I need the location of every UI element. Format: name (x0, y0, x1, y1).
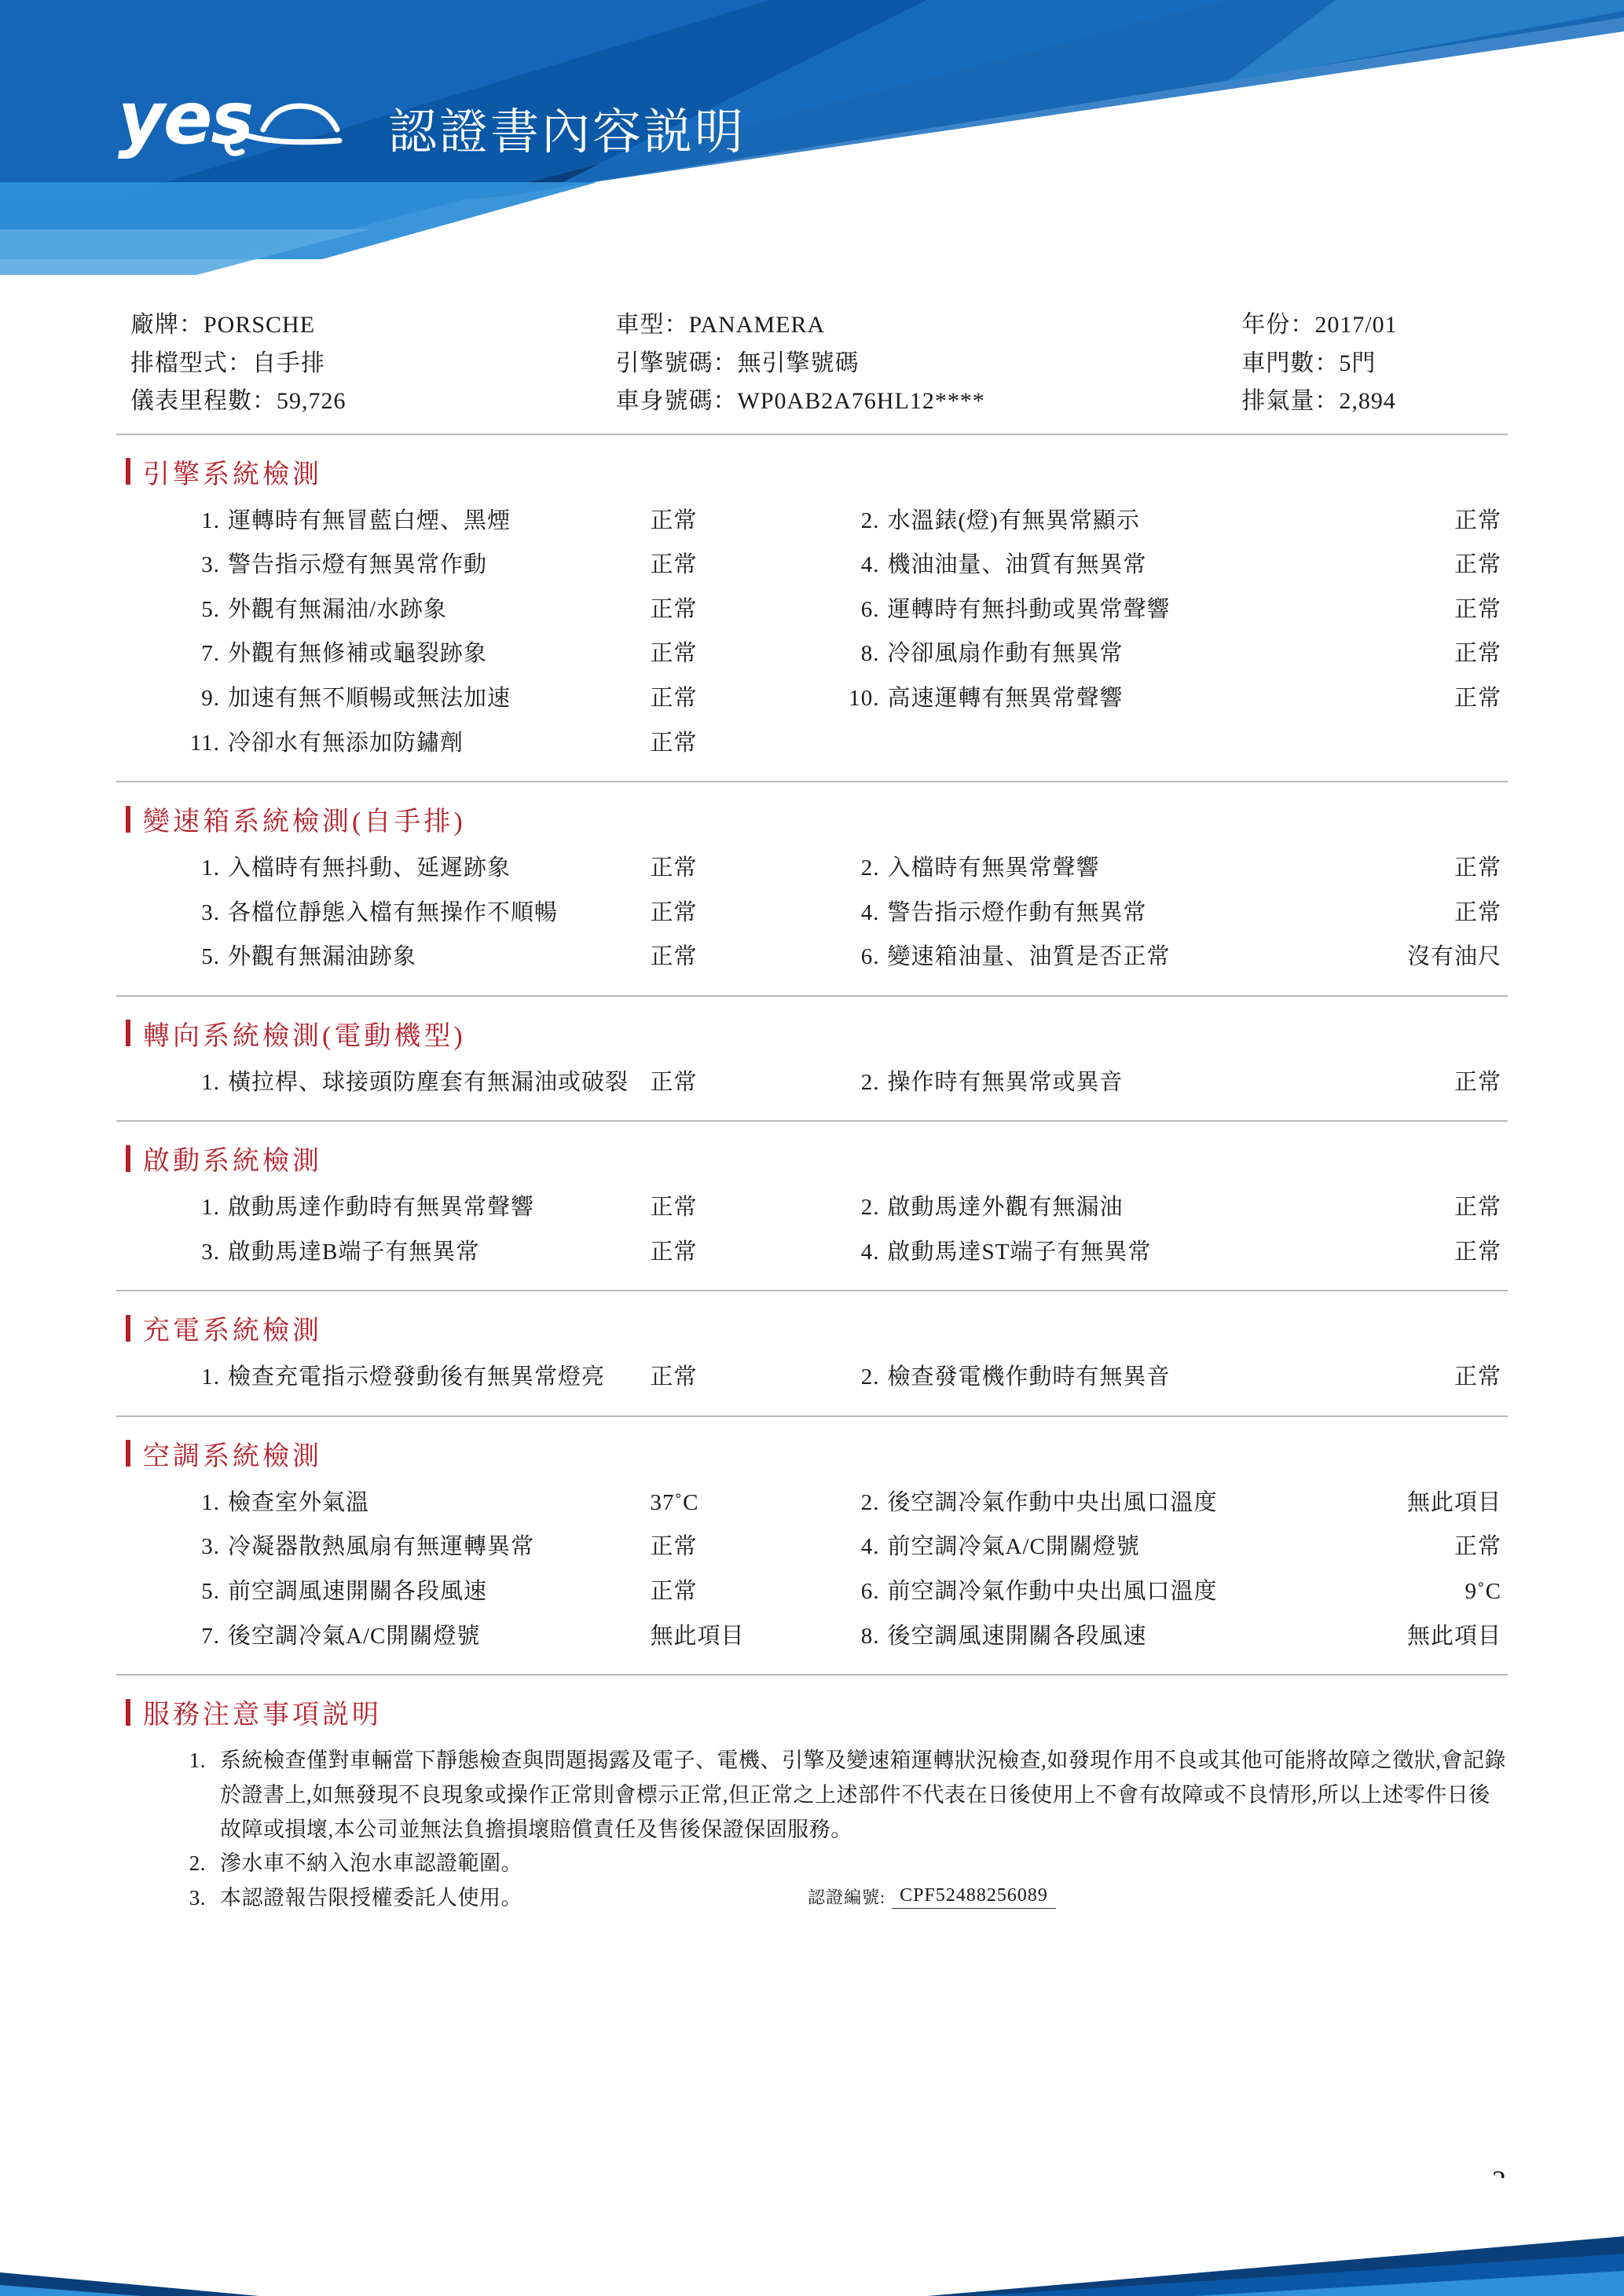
section-air-conditioning (116, 1417, 1508, 1675)
item-value: 正常 (650, 641, 698, 667)
item-value: 正常 (1454, 1534, 1501, 1560)
inspection-item (812, 935, 1509, 980)
section-marker-icon (126, 458, 130, 485)
item-label: 啟動馬達B端子有無異常 (228, 1239, 480, 1265)
inspection-item (116, 846, 812, 891)
page-footer (0, 2178, 1624, 2296)
notes-title (116, 1675, 1508, 1739)
section-title (116, 1122, 1508, 1185)
item-label: 外觀有無漏油/水跡象 (228, 596, 448, 622)
item-number: 10. (849, 685, 880, 711)
item-number: 3. (201, 552, 220, 578)
inspection-item (116, 543, 812, 588)
vehicle-model: 車型：PANAMERA (615, 312, 826, 338)
section-title (116, 782, 1508, 846)
section-marker-icon (126, 1315, 130, 1342)
item-value: 正常 (1454, 507, 1501, 533)
service-notes (116, 1675, 1508, 1917)
section-starter (116, 1122, 1508, 1291)
item-number: 6. (860, 596, 880, 622)
vehicle-displacement: 排氣量：2,894 (1241, 388, 1396, 415)
item-number: 1. (201, 855, 220, 881)
section-title-label: 充電系統檢測 (143, 1316, 322, 1346)
inspection-item (116, 891, 812, 936)
item-number: 2. (860, 855, 880, 881)
item-value: 無此項目 (1406, 1489, 1501, 1515)
item-number: 4. (860, 1239, 880, 1265)
note-number: 2. (189, 1851, 206, 1876)
section-marker-icon (126, 1145, 130, 1172)
vehicle-vin: 車身號碼：WP0AB2A76HL12**** (615, 388, 985, 415)
inspection-item (116, 1185, 812, 1230)
inspection-item (812, 632, 1509, 676)
section-items (116, 499, 1508, 765)
inspection-item (116, 1525, 812, 1569)
content-area (116, 283, 1508, 1917)
item-label: 水溫錶(燈)有無異常顯示 (887, 507, 1140, 533)
logo-car-icon (118, 75, 361, 169)
vehicle-info-row (116, 345, 1508, 383)
item-number: 4. (860, 552, 880, 578)
item-value: 正常 (1454, 1364, 1501, 1390)
section-items (116, 1355, 1508, 1400)
item-value: 37˚C (650, 1489, 699, 1515)
section-engine (116, 435, 1508, 782)
item-number: 5. (201, 1578, 220, 1604)
item-label: 入檔時有無抖動、延遲跡象 (228, 855, 511, 881)
item-number: 3. (201, 1534, 220, 1560)
item-number: 1. (201, 507, 220, 533)
section-title-label: 啟動系統檢測 (143, 1147, 322, 1177)
item-value: 正常 (650, 1195, 698, 1221)
item-value: 正常 (1454, 1195, 1501, 1221)
section-title (116, 1417, 1508, 1481)
item-number: 9. (201, 685, 220, 711)
inspection-item (116, 1355, 812, 1400)
item-label: 後空調冷氣作動中央出風口溫度 (887, 1489, 1218, 1515)
item-label: 操作時有無異常或異音 (887, 1069, 1124, 1095)
item-number: 2. (860, 1069, 880, 1095)
item-label: 檢查發電機作動時有無異音 (887, 1364, 1171, 1390)
inspection-item (812, 1525, 1509, 1569)
item-number: 2. (860, 1364, 880, 1390)
inspection-item-empty (812, 721, 1509, 766)
item-value: 正常 (650, 1534, 698, 1560)
inspection-item (812, 1230, 1509, 1275)
item-value: 正常 (1454, 552, 1501, 578)
item-number: 5. (201, 944, 220, 970)
item-label: 外觀有無修補或龜裂跡象 (228, 641, 488, 667)
vehicle-brand: 廠牌：PORSCHE (130, 312, 316, 338)
vehicle-info-row (116, 383, 1508, 421)
note-item (116, 1847, 1508, 1881)
item-label: 入檔時有無異常聲響 (887, 855, 1100, 881)
section-marker-icon (126, 1440, 130, 1467)
vehicle-info-block (116, 283, 1508, 435)
inspection-item (116, 935, 812, 980)
item-label: 運轉時有無冒藍白煙、黑煙 (228, 507, 511, 533)
item-value: 正常 (650, 685, 698, 711)
item-label: 檢查充電指示燈發動後有無異常燈亮 (228, 1364, 606, 1390)
item-label: 各檔位靜態入檔有無操作不順暢 (228, 899, 559, 925)
section-title-label: 轉向系統檢測(電動機型) (143, 1021, 466, 1051)
item-label: 後空調風速開關各段風速 (887, 1623, 1147, 1649)
item-value: 正常 (1454, 685, 1501, 711)
item-number: 1. (201, 1195, 220, 1221)
item-label: 運轉時有無抖動或異常聲響 (887, 596, 1171, 622)
item-label: 啟動馬達ST端子有無異常 (887, 1239, 1152, 1265)
item-number: 4. (860, 899, 880, 925)
item-number: 8. (860, 1623, 880, 1649)
inspection-item (812, 1614, 1509, 1659)
item-value: 正常 (1454, 855, 1501, 881)
item-value: 正常 (650, 596, 698, 622)
inspection-item (116, 499, 812, 544)
vehicle-year: 年份：2017/01 (1241, 312, 1398, 338)
vehicle-engine-number: 引擎號碼：無引擎號碼 (615, 350, 860, 376)
certificate-number-label: 認證編號: (808, 1887, 886, 1907)
inspection-item (812, 1569, 1509, 1614)
vehicle-info-row (116, 306, 1508, 345)
item-value: 正常 (1454, 1069, 1501, 1095)
vehicle-door-count: 車門數：5門 (1241, 350, 1377, 376)
item-number: 1. (201, 1364, 220, 1390)
section-title-label: 空調系統檢測 (143, 1441, 322, 1471)
item-number: 1. (201, 1069, 220, 1095)
item-value: 正常 (650, 507, 698, 533)
yes-logo (118, 75, 361, 169)
item-label: 啟動馬達外觀有無漏油 (887, 1195, 1124, 1221)
item-value: 正常 (650, 552, 698, 578)
item-value: 正常 (650, 1578, 698, 1604)
inspection-item (116, 1060, 812, 1105)
item-number: 6. (860, 944, 880, 970)
item-number: 3. (201, 1239, 220, 1265)
item-label: 冷卻水有無添加防鏽劑 (228, 730, 464, 756)
brand-lockup (118, 75, 746, 169)
item-label: 變速箱油量、油質是否正常 (887, 944, 1171, 970)
section-title (116, 997, 1508, 1060)
item-label: 機油油量、油質有無異常 (887, 552, 1147, 578)
item-value: 9˚C (1465, 1578, 1501, 1604)
item-number: 3. (201, 899, 220, 925)
item-value: 正常 (1454, 899, 1501, 925)
inspection-item (812, 846, 1509, 891)
inspection-item (116, 632, 812, 676)
item-number: 11. (189, 730, 220, 756)
item-number: 7. (201, 641, 220, 667)
item-value: 正常 (1454, 596, 1501, 622)
section-steering (116, 997, 1508, 1122)
page-body (0, 283, 1624, 1917)
section-items (116, 846, 1508, 980)
item-value: 正常 (650, 1239, 698, 1265)
section-items (116, 1060, 1508, 1105)
item-number: 1. (201, 1489, 220, 1515)
item-label: 啟動馬達作動時有無異常聲響 (228, 1195, 535, 1221)
inspection-item (812, 1481, 1509, 1525)
item-label: 後空調冷氣A/C開關燈號 (228, 1623, 481, 1649)
section-items (116, 1185, 1508, 1274)
item-value: 正常 (650, 1069, 698, 1095)
note-text: 系統檢查僅對車輛當下靜態檢查與問題揭露及電子、電機、引擎及變速箱運轉狀況檢查,如發現作用不良或其他可能將故障之徵狀,會記錄於證書上,如無發現不良現象或操作正常則會標示正常,但正常之上述部件不代表在日後使用上不會有故障或不良情形,所以上述零件日後故障或損壞,本公司並無法負擔損壞賠償責任及售後保證保固服務。 (220, 1749, 1506, 1841)
inspection-item (812, 588, 1509, 632)
logo-wordmark: yes (118, 76, 253, 160)
inspection-item (812, 1060, 1509, 1105)
item-value: 正常 (650, 730, 698, 756)
inspection-item (116, 1614, 812, 1659)
section-marker-icon (126, 1699, 130, 1726)
item-label: 檢查室外氣溫 (228, 1489, 370, 1515)
item-label: 冷凝器散熱風扇有無運轉異常 (228, 1534, 535, 1560)
item-number: 2. (860, 1489, 880, 1515)
item-label: 外觀有無漏油跡象 (228, 944, 417, 970)
item-value: 無此項目 (1406, 1623, 1501, 1649)
item-label: 前空調風速開關各段風速 (228, 1578, 488, 1604)
note-text: 本認證報告限授權委託人使用。 (220, 1886, 522, 1910)
section-title-label: 引擎系統檢測 (143, 460, 322, 489)
item-value: 正常 (1454, 1239, 1501, 1265)
item-label: 冷卻風扇作動有無異常 (887, 641, 1124, 667)
item-number: 2. (860, 507, 880, 533)
section-items (116, 1481, 1508, 1658)
vehicle-transmission: 排檔型式：自手排 (130, 350, 325, 376)
note-number: 1. (189, 1749, 206, 1773)
inspection-item (116, 721, 812, 766)
inspection-item (116, 1481, 812, 1525)
inspection-item (116, 1569, 812, 1614)
item-label: 前空調冷氣A/C開關燈號 (887, 1534, 1140, 1560)
page-title: 認證書內容説明 (388, 105, 746, 159)
notes-title-label: 服務注意事項説明 (143, 1701, 382, 1730)
item-number: 2. (860, 1195, 880, 1221)
inspection-item (812, 1355, 1509, 1400)
item-label: 加速有無不順暢或無法加速 (228, 685, 511, 711)
section-transmission (116, 782, 1508, 997)
inspection-item (116, 676, 812, 721)
vehicle-mileage: 儀表里程數：59,726 (130, 388, 346, 415)
item-number: 8. (860, 641, 880, 667)
note-number: 3. (189, 1886, 206, 1910)
item-value: 沒有油尺 (1406, 944, 1501, 970)
section-title (116, 1291, 1508, 1355)
inspection-item (812, 499, 1509, 544)
section-marker-icon (126, 806, 130, 833)
inspection-item (812, 1185, 1509, 1230)
item-value: 無此項目 (650, 1623, 745, 1649)
section-title-label: 變速箱系統檢測(自手排) (143, 807, 466, 837)
inspection-item (116, 1230, 812, 1275)
item-value: 正常 (650, 899, 698, 925)
note-text: 滲水車不納入泡水車認證範圍。 (220, 1851, 522, 1876)
note-item (116, 1744, 1508, 1847)
item-label: 警告指示燈有無異常作動 (228, 552, 488, 578)
inspection-item (812, 543, 1509, 588)
item-value: 正常 (650, 855, 698, 881)
certificate-number-value: CPF52488256089 (892, 1885, 1056, 1909)
item-number: 7. (201, 1623, 220, 1649)
section-title (116, 435, 1508, 499)
item-label: 警告指示燈作動有無異常 (887, 899, 1147, 925)
footer-banner-graphic (0, 2178, 1624, 2296)
inspection-item (812, 891, 1509, 936)
item-number: 4. (860, 1534, 880, 1560)
item-label: 橫拉桿、球接頭防塵套有無漏油或破裂 (228, 1069, 629, 1095)
item-value: 正常 (1454, 641, 1501, 667)
item-value: 正常 (650, 944, 698, 970)
item-value: 正常 (650, 1364, 698, 1390)
page-header (0, 0, 1624, 306)
inspection-item (812, 676, 1509, 721)
item-label: 高速運轉有無異常聲響 (887, 685, 1124, 711)
item-number: 6. (860, 1578, 880, 1604)
item-label: 前空調冷氣作動中央出風口溫度 (887, 1578, 1218, 1604)
section-charging (116, 1291, 1508, 1417)
section-marker-icon (126, 1020, 130, 1046)
inspection-item (116, 588, 812, 632)
item-number: 5. (201, 596, 220, 622)
